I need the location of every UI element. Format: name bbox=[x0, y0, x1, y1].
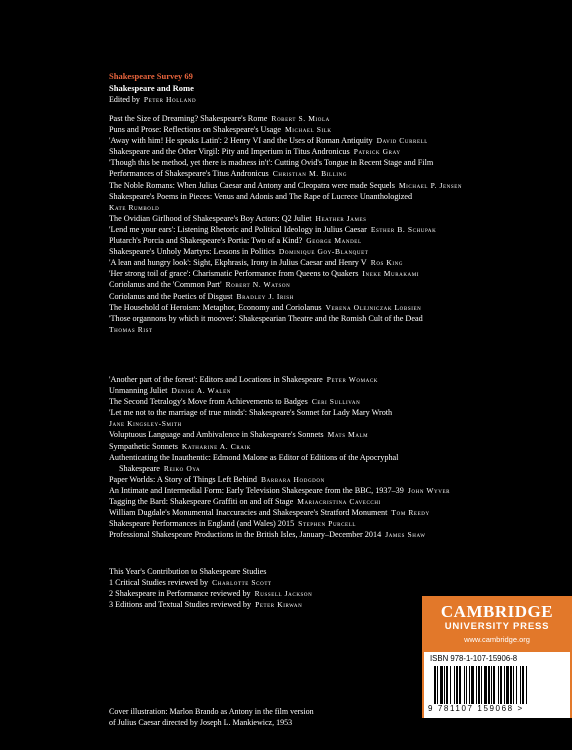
barcode-bar bbox=[510, 666, 512, 704]
entry-title: Shakespeare and the Other Virgil: Pity and Imperium in Titus Andronicus bbox=[109, 147, 350, 157]
contents-entry bbox=[109, 452, 549, 463]
entry-author: Peter Kirwan bbox=[255, 600, 303, 610]
entry-title: Unmanning Juliet bbox=[109, 386, 168, 396]
contents-entry bbox=[109, 324, 549, 335]
barcode-bar bbox=[469, 666, 470, 704]
barcode-bar bbox=[498, 666, 499, 704]
contents-entry bbox=[109, 577, 549, 588]
barcode-bar bbox=[522, 666, 524, 704]
barcode-bar bbox=[526, 666, 527, 704]
contents-entry bbox=[109, 168, 549, 179]
barcode-panel bbox=[424, 652, 570, 718]
contents-entry bbox=[109, 291, 549, 302]
entry-title: Coriolanus and the 'Common Part' bbox=[109, 280, 222, 290]
barcode-bar bbox=[516, 666, 517, 704]
entry-author: David Currell bbox=[376, 136, 428, 146]
entry-author: Bradley J. Irish bbox=[236, 291, 294, 301]
contents-entry bbox=[109, 396, 549, 407]
contents-entry bbox=[109, 441, 549, 452]
entry-author: Katharine A. Craik bbox=[181, 441, 251, 451]
entry-title: Plutarch's Porcia and Shakespeare's Portia: Two of a Kind? bbox=[109, 236, 303, 246]
entry-title: Past the Size of Dreaming? Shakespeare's Rome bbox=[109, 114, 268, 123]
contents-entry bbox=[109, 224, 549, 235]
publisher-name: CAMBRIDGE bbox=[440, 602, 554, 621]
entry-author: Barbara Hodgdon bbox=[261, 474, 325, 484]
contents-list-part-1 bbox=[109, 113, 549, 335]
contents-entry bbox=[109, 213, 549, 224]
barcode-bar bbox=[446, 666, 448, 704]
entry-author: Tom Reedy bbox=[391, 508, 430, 518]
entry-title: 'Those organnons by which it mooves': Shakespearian Theatre and the Romish Cult of the Dead bbox=[109, 313, 423, 323]
entry-author: Patrick Gray bbox=[353, 147, 401, 157]
entry-title: An Intimate and Intermedial Form: Early Television Shakespeare from the BBC, 1937–39 bbox=[109, 485, 404, 495]
entry-title: 'Away with him! He speaks Latin': 2 Henry VI and the Uses of Roman Antiquity bbox=[109, 136, 373, 146]
barcode-bar bbox=[504, 666, 505, 704]
contents-entry bbox=[109, 507, 549, 518]
editor-name: Peter Holland bbox=[143, 95, 197, 104]
contents-entry bbox=[109, 124, 549, 135]
contents-entry bbox=[109, 235, 549, 246]
contents-entry bbox=[109, 496, 549, 507]
entry-title: 'Another part of the forest': Editors and Locations in Shakespeare bbox=[109, 375, 323, 384]
entry-title: Shakespeare Performances in England (and Wales) 2015 bbox=[109, 519, 295, 529]
entry-title: The Household of Heroism: Metaphor, Economy and Coriolanus bbox=[109, 302, 322, 312]
entry-author: Robert N. Watson bbox=[225, 280, 291, 290]
barcode-bar bbox=[484, 666, 487, 704]
entry-author: Stephen Purcell bbox=[298, 519, 356, 529]
barcode-bar bbox=[488, 666, 490, 704]
barcode-bars bbox=[434, 666, 560, 704]
entry-author: James Shaw bbox=[385, 530, 426, 540]
entry-title: 'Her strong toil of grace': Charismatic Performance from Queens to Quakers bbox=[109, 269, 359, 279]
contents-entry bbox=[109, 146, 549, 157]
entry-author: Ineke Murakami bbox=[362, 269, 420, 279]
contents-entry bbox=[109, 246, 549, 257]
entry-author: John Wyver bbox=[407, 485, 451, 495]
contents-entry bbox=[109, 268, 549, 279]
entry-title: Voluptuous Language and Ambivalence in Shakespeare's Sonnets bbox=[109, 430, 324, 440]
contents-entry bbox=[109, 113, 549, 124]
barcode-bar bbox=[437, 666, 438, 704]
barcode-bar bbox=[450, 666, 451, 704]
contents-entry bbox=[109, 302, 549, 313]
contents-entry bbox=[109, 429, 549, 440]
barcode-bar bbox=[444, 666, 445, 704]
contents-entry bbox=[109, 157, 549, 168]
contents-entry bbox=[109, 418, 549, 429]
contents-entry bbox=[109, 474, 549, 485]
entry-author: Christian M. Billing bbox=[272, 169, 348, 179]
entry-title: Authenticating the Inauthentic: Edmond Malone as Editor of Editions of the Apocryphal bbox=[109, 452, 399, 462]
entry-author: Denise A. Walen bbox=[171, 386, 231, 396]
contents-entry bbox=[109, 385, 549, 396]
entry-title: 'Let me not to the marriage of true minds': Shakespeare's Sonnet for Lady Mary Wroth bbox=[109, 408, 393, 418]
barcode-bar bbox=[454, 666, 455, 704]
entry-title: Paper Worlds: A Story of Things Left Behind bbox=[109, 474, 257, 484]
entry-author: Michael Silk bbox=[285, 125, 332, 135]
barcode-bar bbox=[481, 666, 482, 704]
contents-entry bbox=[109, 191, 549, 202]
isbn-text: ISBN 978-1-107-15906-8 bbox=[430, 654, 518, 663]
entry-title: Professional Shakespeare Productions in the British Isles, January–December 2014 bbox=[109, 530, 382, 540]
entry-title: 2 Shakespeare in Performance reviewed by bbox=[109, 589, 251, 599]
entry-title: William Dugdale's Monumental Inaccuracies and Shakespeare's Stratford Monument bbox=[109, 508, 388, 518]
entry-title: Shakespeare bbox=[119, 463, 160, 473]
barcode-bar bbox=[520, 666, 521, 704]
book-title: Shakespeare and Rome bbox=[109, 83, 194, 93]
entry-title: 1 Critical Studies reviewed by bbox=[109, 578, 209, 588]
edited-by-label: Edited by bbox=[109, 95, 140, 104]
barcode-bar bbox=[459, 666, 461, 704]
entry-title: 'Lend me your ears': Listening Rhetoric and Political Ideology in Julius Caesar bbox=[109, 224, 367, 234]
entry-title: The Ovidian Girlhood of Shakespeare's Boy Actors: Q2 Juliet bbox=[109, 213, 312, 223]
entry-author: Esther B. Schupak bbox=[370, 224, 437, 234]
entry-author: Kate Rumbold bbox=[109, 202, 160, 212]
entry-title: Shakespeare's Poems in Pieces: Venus and Adonis and The Rape of Lucrece Unanthologized bbox=[109, 191, 413, 201]
contents-entry bbox=[109, 407, 549, 418]
barcode-number: 9 781107 159068 > bbox=[428, 704, 524, 713]
contents-entry bbox=[109, 518, 549, 529]
cover-illustration-credit bbox=[109, 706, 314, 728]
contents-entry bbox=[109, 257, 549, 268]
entry-author: Thomas Rist bbox=[109, 324, 153, 334]
entry-title: The Noble Romans: When Julius Caesar and Antony and Cleopatra were made Sequels bbox=[109, 180, 395, 190]
contents-entry bbox=[109, 135, 549, 146]
contents-entry bbox=[109, 566, 549, 577]
entry-title: The Second Tetralogy's Move from Achievements to Badges bbox=[109, 397, 308, 407]
publisher-url: www.cambridge.org bbox=[464, 635, 530, 644]
contents-entry bbox=[109, 313, 549, 324]
barcode-bar bbox=[464, 666, 465, 704]
entry-title: This Year's Contribution to Shakespeare Studies bbox=[109, 567, 267, 576]
barcode-bar bbox=[440, 666, 443, 704]
entry-title: 'Though this be method, yet there is madness in't': Cutting Ovid's Tongue in Recent Stage and Film bbox=[109, 158, 434, 168]
cover-credit-line-2: of Julius Caesar directed by Joseph L. Mankiewicz, 1953 bbox=[109, 718, 293, 727]
barcode-bar bbox=[500, 666, 502, 704]
entry-title: Coriolanus and the Poetics of Disgust bbox=[109, 291, 233, 301]
barcode-bar bbox=[476, 666, 477, 704]
contents-entry bbox=[109, 529, 549, 540]
entry-title: Shakespeare's Unholy Martyrs: Lessons in Politics bbox=[109, 247, 275, 257]
cover-credit-line-1: Cover illustration: Marlon Brando as Antony in the film version bbox=[109, 707, 314, 716]
entry-title: Puns and Prose: Reflections on Shakespeare's Usage bbox=[109, 125, 282, 135]
entry-author: Verena Olejniczak Lobsien bbox=[325, 302, 422, 312]
entry-title: 3 Editions and Textual Studies reviewed by bbox=[109, 600, 252, 610]
contents-entry bbox=[109, 463, 549, 474]
barcode-bar bbox=[466, 666, 467, 704]
entry-author: Russell Jackson bbox=[254, 589, 313, 599]
entry-author: Jane Kingsley-Smith bbox=[109, 419, 182, 429]
entry-author: Mariacristina Cavecchi bbox=[297, 497, 381, 507]
barcode-bar bbox=[456, 666, 458, 704]
barcode-bar bbox=[513, 666, 514, 704]
entry-title: Tagging the Bard: Shakespeare Graffiti on and off Stage bbox=[109, 497, 294, 507]
series-title: Shakespeare Survey 69 bbox=[109, 71, 193, 81]
barcode-bar bbox=[493, 666, 495, 704]
barcode-bar bbox=[478, 666, 480, 704]
entry-author: Heather James bbox=[315, 213, 367, 223]
entry-author: Dominique Goy-Blanquet bbox=[278, 247, 369, 257]
barcode-bar bbox=[471, 666, 474, 704]
entry-author: Peter Womack bbox=[326, 375, 379, 384]
barcode-bar bbox=[434, 666, 436, 704]
editor-line bbox=[109, 94, 196, 106]
entry-title: Performances of Shakespeare's Titus Andronicus bbox=[109, 169, 269, 179]
contents-entry bbox=[109, 485, 549, 496]
barcode-bar bbox=[506, 666, 509, 704]
entry-author: Ros King bbox=[370, 258, 404, 268]
contents-list-part-2 bbox=[109, 374, 549, 540]
entry-author: Mats Malm bbox=[327, 430, 369, 440]
contents-entry bbox=[109, 279, 549, 290]
contents-entry bbox=[109, 180, 549, 191]
entry-author: Robert S. Miola bbox=[271, 114, 330, 123]
entry-title: 'A lean and hungry look': Sight, Ekphrasis, Irony in Julius Caesar and Henry V bbox=[109, 258, 367, 268]
book-header bbox=[109, 71, 196, 106]
entry-author: George Mandel bbox=[306, 236, 362, 246]
entry-author: Charlotte Scott bbox=[212, 578, 272, 588]
contents-entry bbox=[109, 374, 549, 385]
contents-entry bbox=[109, 202, 549, 213]
entry-author: Ceri Sullivan bbox=[311, 397, 361, 407]
entry-author: Michael P. Jensen bbox=[398, 180, 463, 190]
entry-title: Sympathetic Sonnets bbox=[109, 441, 178, 451]
publisher-subname: UNIVERSITY PRESS bbox=[444, 621, 550, 632]
entry-author: Reiko Oya bbox=[163, 463, 201, 473]
barcode-bar bbox=[491, 666, 492, 704]
